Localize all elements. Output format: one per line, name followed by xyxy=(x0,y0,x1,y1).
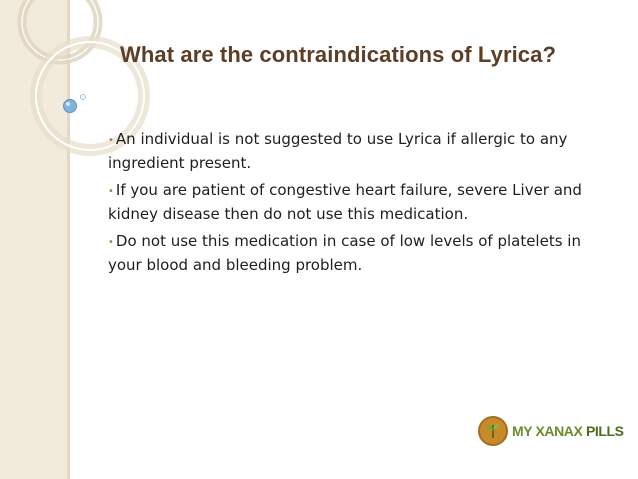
bullet-item xyxy=(108,230,613,277)
logo-text xyxy=(512,423,624,439)
brand-logo xyxy=(478,415,624,447)
bullet-text: Do not use this medication in case of low levels of platelets in your blood and bleeding problem. xyxy=(108,232,581,274)
bullet-dot-icon: • xyxy=(108,186,114,197)
bullet-dot-icon: • xyxy=(108,237,114,248)
logo-text-pills: PILLS xyxy=(585,423,624,439)
bullet-dot-icon: • xyxy=(108,135,114,146)
logo-text-xanax: XANAX xyxy=(535,423,586,439)
leaf-icon xyxy=(478,416,508,446)
bullet-list xyxy=(108,128,613,281)
bullet-text: An individual is not suggested to use Lyrica if allergic to any ingredient present. xyxy=(108,130,568,172)
bullet-item xyxy=(108,179,613,226)
logo-text-my: MY xyxy=(512,423,536,439)
circle-ornament-icon xyxy=(0,0,120,140)
bullet-item xyxy=(108,128,613,175)
slide-title: What are the contraindications of Lyrica? xyxy=(120,42,557,67)
bullet-text: If you are patient of congestive heart failure, severe Liver and kidney disease then do not use this medication. xyxy=(108,181,582,223)
